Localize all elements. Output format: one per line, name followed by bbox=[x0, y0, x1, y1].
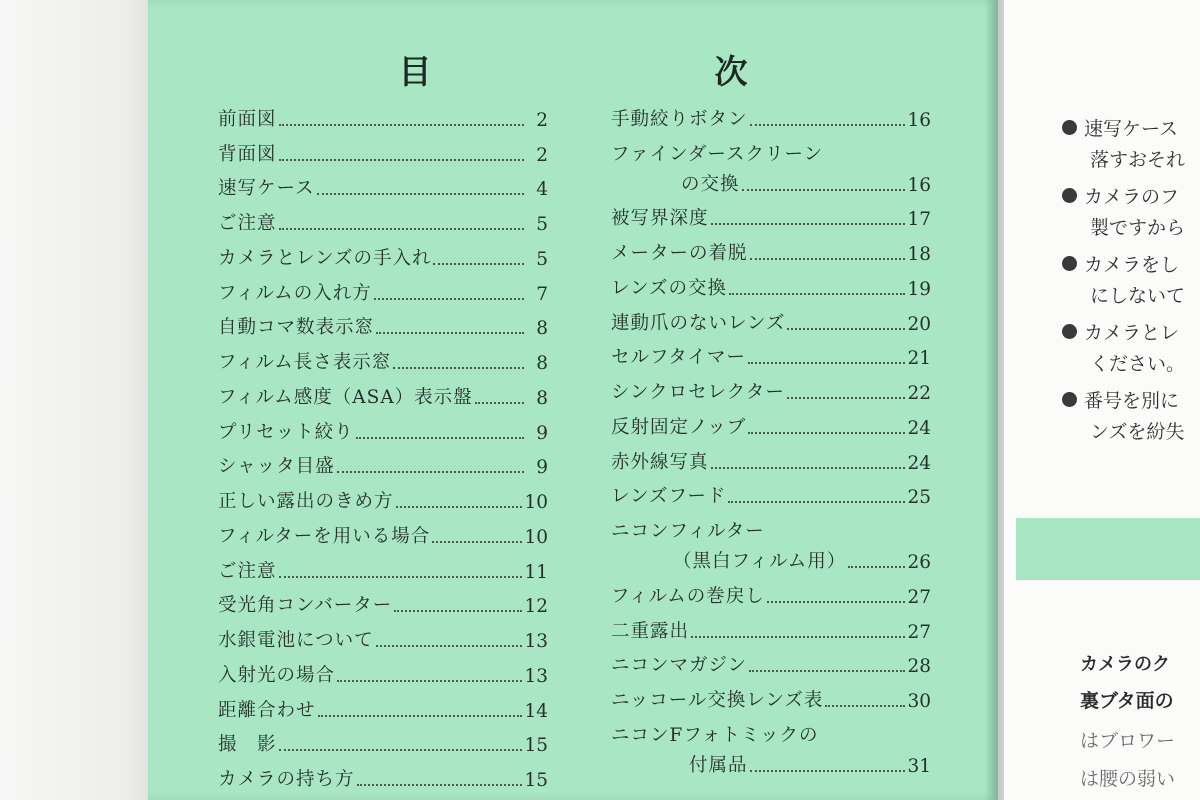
toc-entry bbox=[611, 404, 931, 439]
toc-entry-label: フィルムの巻戻し bbox=[611, 585, 765, 607]
toc-entry bbox=[611, 265, 931, 300]
toc-entry bbox=[218, 548, 548, 583]
toc-title: 目 次 bbox=[398, 52, 873, 91]
toc-entry-label: 距離合わせ bbox=[218, 699, 316, 721]
toc-entry-label: 正しい露出のきめ方 bbox=[218, 491, 394, 512]
leader-dots bbox=[317, 192, 524, 195]
leader-dots bbox=[318, 714, 523, 717]
book-left-margin bbox=[0, 0, 148, 800]
leader-dots bbox=[376, 331, 524, 334]
leader-dots bbox=[825, 704, 905, 707]
leader-dots bbox=[767, 600, 906, 603]
leader-dots bbox=[357, 783, 523, 786]
toc-entry bbox=[611, 712, 931, 747]
toc-entry-label: 付属品 bbox=[689, 754, 748, 776]
toc-entry-label: 手動絞りボタン bbox=[611, 108, 748, 130]
toc-entry bbox=[611, 439, 931, 474]
toc-entry-page: 2 bbox=[536, 109, 548, 131]
toc-entry-page: 28 bbox=[907, 656, 931, 678]
green-section-band bbox=[1016, 518, 1200, 580]
toc-entry bbox=[611, 369, 931, 404]
bullet-dot-icon bbox=[1062, 324, 1077, 339]
leader-dots bbox=[432, 540, 522, 543]
toc-entry-label: プリセット絞り bbox=[218, 421, 354, 443]
toc-entry-page: 4 bbox=[536, 179, 548, 201]
toc-entry-page: 10 bbox=[524, 526, 548, 548]
toc-entry-page: 24 bbox=[907, 417, 931, 439]
toc-entry-page: 26 bbox=[907, 552, 931, 573]
bullet-dot-icon bbox=[1062, 120, 1077, 135]
toc-entry bbox=[611, 508, 931, 543]
toc-entry-label: メーターの着脱 bbox=[611, 243, 748, 264]
toc-entry bbox=[218, 270, 548, 305]
toc-entry-page: 19 bbox=[907, 278, 931, 300]
toc-entry bbox=[218, 235, 548, 270]
toc-entry-page: 11 bbox=[524, 561, 548, 583]
toc-entry-label: ご注意 bbox=[218, 560, 277, 582]
toc-entry-page: 30 bbox=[907, 691, 931, 712]
toc-entry-label: カメラとレンズの手入れ bbox=[218, 247, 432, 269]
leader-dots bbox=[711, 466, 906, 469]
toc-entry-continuation bbox=[611, 543, 931, 573]
toc-entry bbox=[611, 474, 931, 509]
toc-entry bbox=[611, 643, 931, 678]
toc-entry-label: 入射光の場合 bbox=[218, 664, 336, 686]
toc-page bbox=[148, 0, 998, 800]
toc-entry-page: 27 bbox=[907, 586, 931, 608]
toc-entry-page: 31 bbox=[907, 755, 931, 777]
body-text-line: はブロワー bbox=[1080, 730, 1176, 752]
toc-entry bbox=[611, 300, 931, 335]
toc-entry-label: ニコンフィルター bbox=[611, 521, 765, 542]
toc-entry bbox=[218, 687, 548, 722]
leader-dots bbox=[691, 635, 905, 638]
toc-entry-continuation bbox=[611, 747, 931, 777]
toc-entry-label: 反射固定ノッブ bbox=[611, 416, 747, 438]
toc-entry-page: 7 bbox=[536, 283, 548, 305]
leader-dots bbox=[279, 748, 523, 751]
leader-dots bbox=[279, 575, 523, 578]
leader-dots bbox=[279, 123, 524, 126]
toc-entry bbox=[218, 200, 548, 235]
toc-entry bbox=[218, 409, 548, 444]
leader-dots bbox=[394, 609, 522, 612]
toc-entry bbox=[611, 677, 931, 712]
toc-entry-page: 9 bbox=[536, 422, 548, 444]
toc-entry-page: 13 bbox=[524, 631, 548, 652]
toc-entry-page: 21 bbox=[907, 348, 931, 370]
bullet-dot-icon bbox=[1062, 256, 1077, 271]
toc-entry-label: 自動コマ数表示窓 bbox=[218, 317, 375, 339]
toc-entry-label: 前面図 bbox=[218, 108, 277, 130]
toc-entry bbox=[611, 335, 931, 370]
leader-dots bbox=[749, 669, 905, 672]
leader-dots bbox=[750, 123, 906, 126]
toc-entry bbox=[218, 583, 548, 618]
toc-entry bbox=[611, 96, 931, 131]
leader-dots bbox=[728, 500, 905, 503]
toc-entry-label: フィルム感度（ASA）表示盤 bbox=[218, 386, 473, 408]
toc-entry bbox=[218, 756, 548, 791]
toc-entry-label: 撮 影 bbox=[218, 734, 277, 756]
toc-entry-label: 背面図 bbox=[218, 143, 277, 165]
toc-entry bbox=[218, 131, 548, 166]
toc-entry-page: 27 bbox=[907, 621, 931, 643]
toc-entry-label: セルフタイマー bbox=[611, 347, 746, 369]
toc-entry bbox=[611, 230, 931, 265]
toc-entry bbox=[218, 652, 548, 687]
leader-dots bbox=[279, 227, 524, 230]
leader-dots bbox=[711, 222, 906, 225]
toc-entry-label: 被写界深度 bbox=[611, 208, 709, 230]
toc-entry bbox=[611, 131, 931, 166]
toc-entry-label: （黒白フィルム用） bbox=[673, 551, 847, 572]
leader-dots bbox=[748, 361, 906, 364]
toc-entry-label: 二重露出 bbox=[611, 620, 690, 642]
toc-entry-label: シンクロセレクター bbox=[611, 382, 785, 403]
toc-entry-page: 20 bbox=[907, 313, 931, 335]
toc-entry-label: レンズフード bbox=[611, 486, 727, 508]
toc-entry-page: 17 bbox=[907, 209, 931, 231]
section-heading: カメラのク bbox=[1080, 654, 1170, 675]
toc-entry-label: カメラの持ち方 bbox=[218, 769, 355, 790]
toc-entry-page: 15 bbox=[524, 735, 548, 757]
toc-entry-page: 16 bbox=[907, 109, 931, 131]
toc-left-column bbox=[218, 96, 548, 791]
leader-dots bbox=[337, 679, 522, 682]
toc-entry bbox=[611, 573, 931, 608]
toc-right-column bbox=[611, 96, 931, 777]
leader-dots bbox=[356, 436, 524, 439]
toc-entry-page: 14 bbox=[524, 700, 548, 722]
toc-entry-label: ニッコール交換レンズ表 bbox=[611, 690, 824, 711]
toc-entry bbox=[218, 444, 548, 479]
toc-entry bbox=[218, 374, 548, 409]
toc-entry-label: ニコンマガジン bbox=[611, 655, 748, 677]
toc-entry-label: の交換 bbox=[681, 173, 740, 195]
leader-dots bbox=[396, 505, 523, 508]
leader-dots bbox=[748, 431, 905, 434]
toc-entry bbox=[218, 617, 548, 652]
leader-dots bbox=[787, 327, 905, 330]
toc-entry bbox=[218, 166, 548, 201]
leader-dots bbox=[279, 158, 524, 161]
toc-entry bbox=[218, 305, 548, 340]
toc-entry-page: 18 bbox=[907, 244, 931, 265]
toc-entry-label: 連動爪のないレンズ bbox=[611, 312, 786, 334]
right-page: 速写ケース 落すおそれ カメラのフ 製ですから カメラをし にしないて カメラとレ ください。 番号を別に ンズを紛失 カメラのク 裏ブタ面の はブロワー は腰の弱い bbox=[1004, 0, 1200, 800]
toc-entry-label: フィルムの入れ方 bbox=[218, 282, 372, 304]
bullet-dot-icon bbox=[1062, 392, 1077, 407]
leader-dots bbox=[376, 644, 523, 647]
leader-dots bbox=[750, 257, 906, 260]
toc-entry-page: 10 bbox=[524, 492, 548, 513]
leader-dots bbox=[337, 470, 524, 473]
leader-dots bbox=[848, 565, 905, 568]
toc-entry-label: シャッタ目盛 bbox=[218, 456, 335, 478]
toc-entry-page: 9 bbox=[536, 457, 548, 479]
toc-entry bbox=[218, 513, 548, 548]
toc-entry-label: フィルム長さ表示窓 bbox=[218, 352, 392, 373]
toc-entry bbox=[611, 608, 931, 643]
toc-entry-page: 2 bbox=[536, 144, 548, 166]
toc-entry-page: 8 bbox=[536, 318, 548, 340]
leader-dots bbox=[787, 396, 906, 399]
toc-entry-label: フィルターを用いる場合 bbox=[218, 525, 431, 547]
leader-dots bbox=[729, 292, 905, 295]
toc-entry-continuation bbox=[611, 166, 931, 196]
toc-entry-page: 22 bbox=[907, 383, 931, 404]
leader-dots bbox=[393, 366, 524, 369]
body-text-line: 裏ブタ面の bbox=[1080, 690, 1174, 712]
toc-entry-page: 16 bbox=[907, 174, 931, 196]
toc-entry-label: レンズの交換 bbox=[611, 277, 727, 299]
toc-entry-page: 15 bbox=[524, 770, 548, 791]
leader-dots bbox=[475, 401, 524, 404]
leader-dots bbox=[433, 262, 524, 265]
toc-entry-page: 5 bbox=[536, 248, 548, 270]
toc-entry-label: 赤外線写真 bbox=[611, 451, 709, 473]
toc-entry bbox=[218, 722, 548, 757]
toc-entry-page: 13 bbox=[524, 665, 548, 687]
bullet-dot-icon bbox=[1062, 188, 1077, 203]
toc-entry-page: 8 bbox=[536, 353, 548, 374]
toc-entry-page: 12 bbox=[524, 596, 548, 618]
body-text-line: は腰の弱い bbox=[1080, 768, 1176, 790]
toc-entry-label: ファインダースクリーン bbox=[611, 143, 824, 165]
toc-entry bbox=[611, 196, 931, 231]
leader-dots bbox=[750, 769, 906, 772]
toc-entry bbox=[218, 478, 548, 513]
toc-entry bbox=[218, 339, 548, 374]
toc-entry bbox=[218, 96, 548, 131]
toc-entry-page: 5 bbox=[536, 214, 548, 235]
toc-entry-label: 受光角コンバーター bbox=[218, 595, 393, 617]
toc-entry-page: 24 bbox=[907, 452, 931, 474]
toc-entry-label: ご注意 bbox=[218, 213, 277, 234]
toc-entry-label: ニコンFフォトミックの bbox=[611, 724, 819, 746]
toc-entry-page: 25 bbox=[907, 487, 931, 509]
toc-entry-label: 速写ケース bbox=[218, 178, 315, 200]
leader-dots bbox=[374, 297, 524, 300]
toc-entry-label: 水銀電池について bbox=[218, 630, 374, 651]
toc-entry-page: 8 bbox=[536, 387, 548, 409]
leader-dots bbox=[742, 188, 906, 191]
